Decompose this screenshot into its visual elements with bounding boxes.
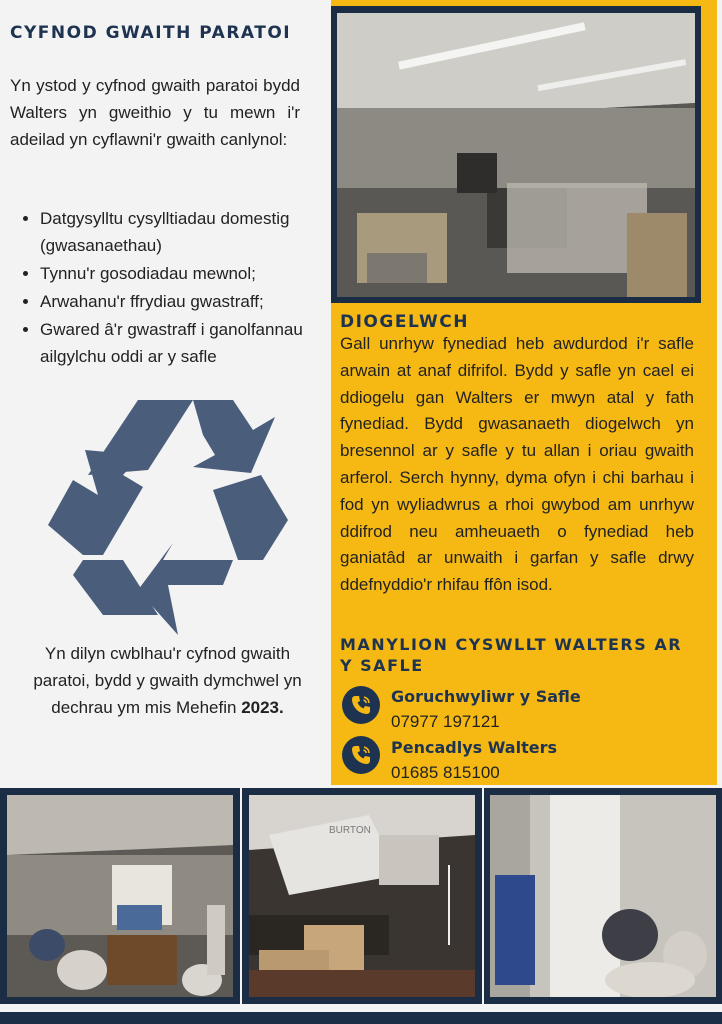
preparation-closing	[15, 640, 320, 721]
interior-photo-1	[7, 795, 233, 997]
contact-name: Goruchwyliwr y Safle	[391, 687, 581, 706]
preparation-work-list	[18, 205, 330, 371]
list-item: • Datgysylltu cysylltiadau domestig (gwasanaethau)	[40, 205, 330, 259]
list-item: • Gwared â'r gwastraff i ganolfannau ailgylchu oddi ar y safle	[40, 316, 330, 370]
bottom-bar	[0, 1012, 722, 1024]
contact-name: Pencadlys Walters	[391, 738, 557, 757]
safety-body: Gall unrhyw fynediad heb awdurdod i'r safle arwain at anaf difrifol. Bydd y safle yn cael ei ddiogelu gan Walters er mwyn atal y fath fynediad. Bydd gwasanaeth diogelwch yn bresennol ar y safle y tu allan i oriau gwaith arferol. Serch hynny, dyma ofyn i chi barhau i fod yn wyliadwrus a rhoi gwybod am unrhyw ddifrod neu amheuaeth o fynediad heb ganiatâd ar unwaith i garfan y safle drwy ddefnyddio'r rhifau ffôn isod.	[340, 334, 694, 595]
section-title-preparation: CYFNOD GWAITH PARATOI	[10, 23, 292, 43]
closing-text: Yn dilyn cwblhau'r cyfnod gwaith paratoi, bydd y gwaith dymchwel yn dechrau ym mis Mehefin	[33, 644, 302, 717]
burton-sign: BURTON	[329, 825, 371, 836]
list-item: • Arwahanu'r ffrydiau gwastraff;	[40, 288, 330, 315]
recycle-icon	[43, 395, 288, 635]
list-item: • Tynnu'r gosodiadau mewnol;	[40, 260, 330, 287]
section-title-contact: MANYLION CYSWLLT WALTERS AR Y SAFLE	[340, 635, 683, 675]
phone-icon	[342, 686, 380, 724]
preparation-intro: Yn ystod y cyfnod gwaith paratoi bydd Walters yn gweithio y tu mewn i'r adeilad yn cyflawni'r gwaith canlynol:	[10, 76, 300, 149]
basement-photo	[337, 13, 695, 297]
closing-year: 2023.	[241, 698, 284, 717]
interior-photo-2	[249, 795, 475, 997]
section-title-safety: DIOGELWCH	[340, 312, 469, 332]
phone-icon	[342, 736, 380, 774]
contact-phone[interactable]: 01685 815100	[391, 763, 500, 782]
interior-photo-3	[490, 795, 716, 997]
contact-phone[interactable]: 07977 197121	[391, 712, 500, 731]
